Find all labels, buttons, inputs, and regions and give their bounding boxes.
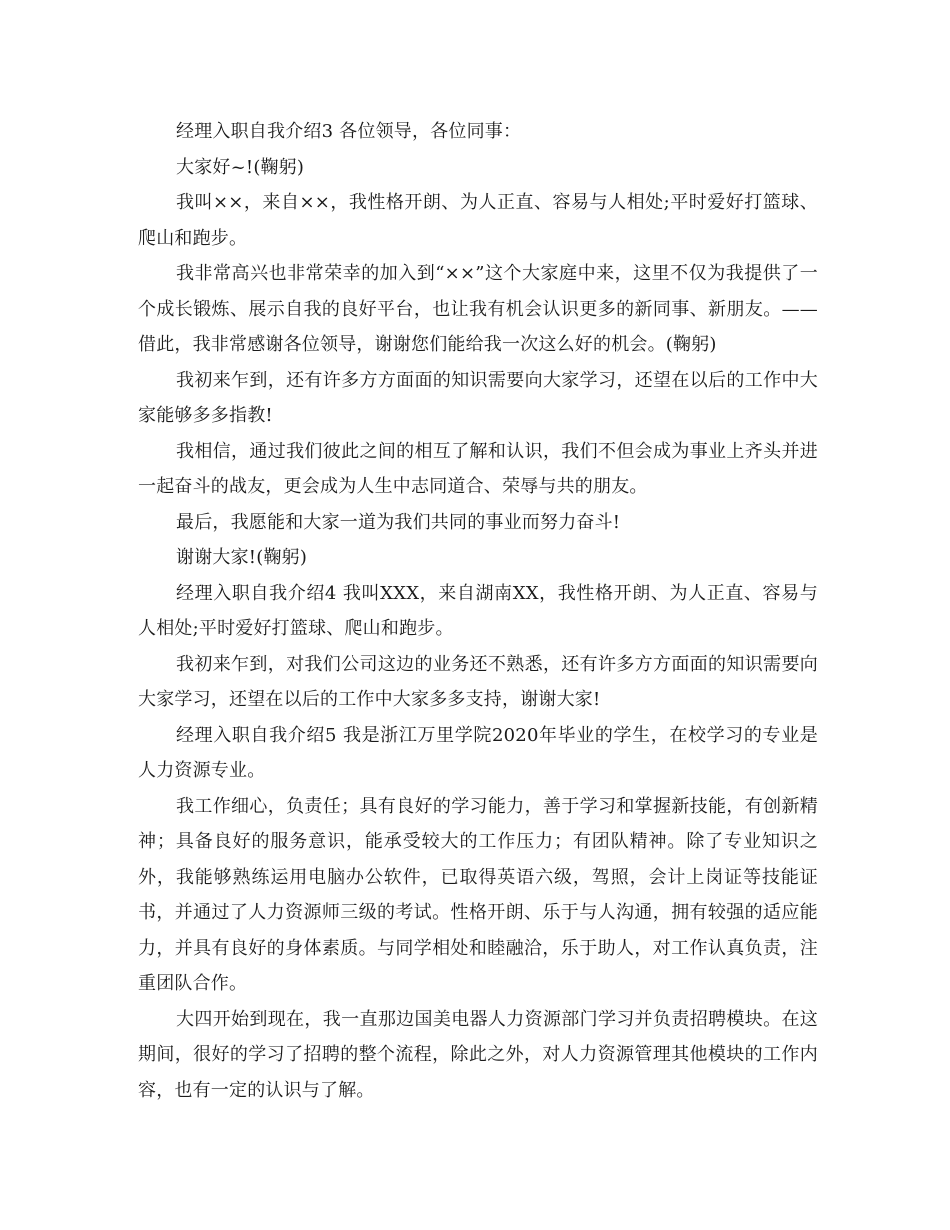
paragraph-greeting: 大家好~!(鞠躬) bbox=[176, 156, 305, 178]
paragraph-intro-3: 经理入职自我介绍3 各位领导，各位同事： bbox=[176, 121, 522, 142]
paragraph-intro-4: 经理入职自我介绍4 我叫XXX，来自湖南XX，我性格开朗、为人正直、容易与人相处;平时爱好打篮球、爬山和跑步。 bbox=[138, 582, 818, 639]
paragraph-name-hobbies: 我叫××，来自××，我性格开朗、为人正直、容易与人相处;平时爱好打篮球、爬山和跑步。 bbox=[138, 192, 818, 249]
paragraph-closing: 最后，我愿能和大家一道为我们共同的事业而努力奋斗! bbox=[176, 511, 621, 533]
paragraph-newcomer: 我初来乍到，对我们公司这边的业务还不熟悉，还有许多方方面面的知识需要向大家学习，还望在以后的工作中大家多多支持，谢谢大家! bbox=[138, 653, 818, 710]
paragraph-learning: 我初来乍到，还有许多方方面面的知识需要向大家学习，还望在以后的工作中大家能够多多指教! bbox=[138, 369, 818, 426]
paragraph-joining: 我非常高兴也非常荣幸的加入到“××”这个大家庭中来，这里不仅为我提供了一个成长锻炼、展示自我的良好平台，也让我有机会认识更多的新同事、新朋友。——借此，我非常感谢各位领导，谢谢您们能给我一次这么好的机会。(鞠躬) bbox=[138, 263, 818, 355]
paragraph-belief: 我相信，通过我们彼此之间的相互了解和认识，我们不但会成为事业上齐头并进一起奋斗的战友，更会成为人生中志同道合、荣辱与共的朋友。 bbox=[138, 440, 818, 497]
paragraph-work-qualities: 我工作细心，负责任；具有良好的学习能力，善于学习和掌握新技能，有创新精神；具备良好的服务意识，能承受较大的工作压力；有团队精神。除了专业知识之外，我能够熟练运用电脑办公软件，已取得英语六级，驾照，会计上岗证等技能证书，并通过了人力资源师三级的考试。性格开朗、乐于与人沟通，拥有较强的适应能力，并具有良好的身体素质。与同学相处和睦融洽，乐于助人，对工作认真负责，注重团队合作。 bbox=[138, 795, 818, 994]
paragraph-experience: 大四开始到现在，我一直那边国美电器人力资源部门学习并负责招聘模块。在这期间，很好的学习了招聘的整个流程，除此之外，对人力资源管理其他模块的工作内容，也有一定的认识与了解。 bbox=[138, 1008, 818, 1101]
paragraph-thanks: 谢谢大家!(鞠躬) bbox=[176, 547, 308, 568]
document-body bbox=[138, 114, 818, 1108]
paragraph-intro-5: 经理入职自我介绍5 我是浙江万里学院2020年毕业的学生，在校学习的专业是人力资源专业。 bbox=[138, 724, 818, 781]
